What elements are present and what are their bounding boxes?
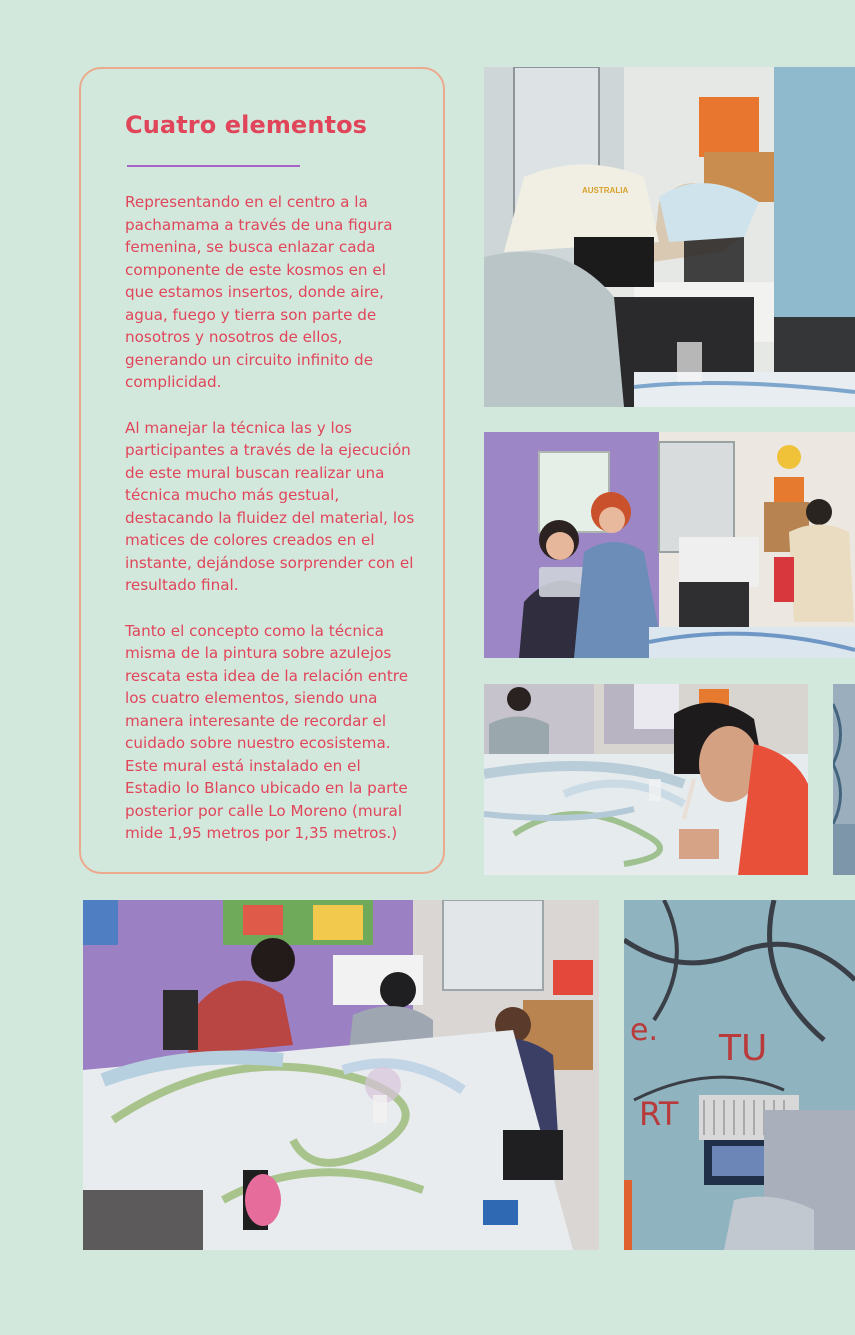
photo-group-painting (83, 900, 599, 1250)
wall-text-rt: RT (639, 1095, 679, 1133)
wall-text-tu: TU (719, 1028, 768, 1069)
title-divider (127, 165, 300, 167)
photo-painting-table (484, 684, 808, 875)
photo-installed-mural (624, 900, 855, 1250)
hat-text: AUSTRALIA (582, 186, 629, 195)
wall-text-e: e. (630, 1013, 658, 1048)
photo-workshop-hat (484, 67, 855, 407)
paragraph-3: Tanto el concepto como la técnica misma de la pintura sobre azulejos rescata esta idea de la relación entre los cuatro elementos, siendo una manera interesante de recordar el cuidado sobre nuestro ecosistema. Este mural está instalado en el Estadio lo Blanco ubicado en la parte posterior por calle Lo Moreno (mural mide 1,95 metros por 1,35 metros.) (125, 621, 409, 842)
paragraph-2: Al manejar la técnica las y los participantes a través de la ejecución de este mural buscan realizar una técnica mucho más gestual, destacando la fluidez del material, los matices de colores creados en el instante, dejándose sorprender con el resultado final. (125, 418, 415, 594)
card-body (125, 191, 417, 868)
paragraph-1: Representando en el centro a la pachamama a través de una figura femenina, se busca enlazar cada componente de este kosmos en el que estamos insertos, donde aire, agua, fuego y tierra son parte de nosotros y nosotros de ellos, generando un circuito infinito de complicidad. (125, 193, 393, 391)
photo-two-women (484, 432, 855, 658)
text-card (79, 67, 445, 874)
card-title: Cuatro elementos (125, 111, 368, 139)
photo-mural-crop (833, 684, 855, 875)
